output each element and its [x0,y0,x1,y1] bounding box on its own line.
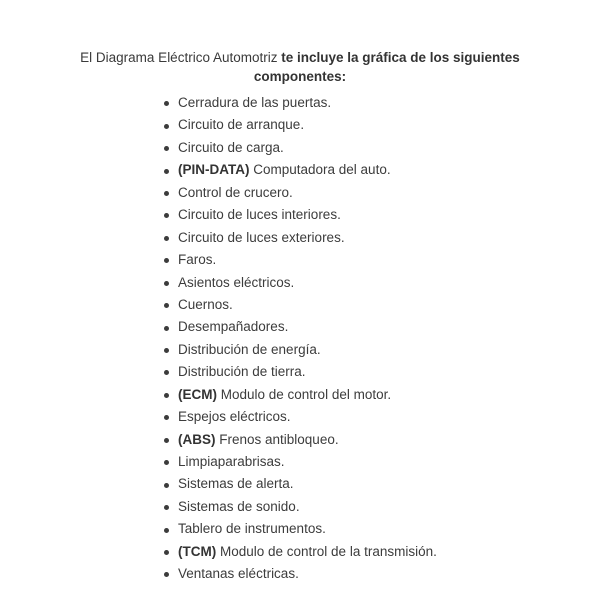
list-item [162,316,437,338]
intro-paragraph [60,48,540,86]
component-abbreviation: (ECM) [178,386,217,402]
bullet-icon [164,393,169,398]
list-item [162,406,437,428]
bullet-icon [164,550,169,555]
bullet-icon [164,505,169,510]
bullet-icon [164,191,169,196]
component-label: Control de crucero. [178,184,293,200]
component-label: Ventanas eléctricas. [178,566,299,582]
bullet-icon [164,572,169,577]
component-label: Circuito de carga. [178,139,284,155]
component-label: Faros. [178,252,217,268]
bullet-icon [164,281,169,286]
component-label: Tablero de instrumentos. [178,521,326,537]
list-item [162,92,437,114]
bullet-icon [164,460,169,465]
component-label: Asientos eléctricos. [178,274,295,290]
component-label: Frenos antibloqueo. [215,431,339,447]
list-item [162,451,437,473]
bullet-icon [164,370,169,375]
list-item [162,272,437,294]
intro-bold-text: te incluye la gráfica de los siguientes componentes: [253,49,520,84]
component-label: Circuito de arranque. [178,117,305,133]
component-label: Distribución de tierra. [178,364,306,380]
list-item [162,159,437,181]
list-item [162,114,437,136]
list-item [162,182,437,204]
bullet-icon [164,101,169,106]
component-label: Circuito de luces exteriores. [178,229,345,245]
bullet-icon [164,326,169,331]
list-item [162,384,437,406]
list-item [162,541,437,563]
bullet-icon [164,348,169,353]
bullet-icon [164,528,169,533]
list-item [162,339,437,361]
bullet-icon [164,169,169,174]
list-item [162,227,437,249]
component-abbreviation: (PIN-DATA) [178,162,250,178]
bullet-icon [164,303,169,308]
list-item [162,294,437,316]
component-label: Cuernos. [178,296,233,312]
component-label: Sistemas de sonido. [178,498,300,514]
bullet-icon [164,236,169,241]
intro-plain-text: El Diagrama Eléctrico Automotriz [80,49,282,65]
list-item [162,361,437,383]
component-label: Computadora del auto. [249,162,391,178]
component-label: Sistemas de alerta. [178,476,294,492]
component-label: Circuito de luces interiores. [178,207,341,223]
bullet-icon [164,146,169,151]
component-label: Espejos eléctricos. [178,409,291,425]
component-label: Cerradura de las puertas. [178,95,332,110]
bullet-icon [164,483,169,488]
component-label: Distribución de energía. [178,341,321,357]
list-item [162,563,437,585]
component-label: Limpiaparabrisas. [178,454,285,469]
list-item [162,249,437,271]
bullet-icon [164,124,169,129]
list-item [162,429,437,451]
component-label: Modulo de control de la transmisión. [216,543,437,559]
component-label: Modulo de control del motor. [217,386,392,402]
component-list [162,92,437,586]
bullet-icon [164,438,169,443]
list-item [162,204,437,226]
bullet-icon [164,415,169,420]
bullet-icon [164,258,169,263]
component-abbreviation: (ABS) [178,431,216,447]
list-item [162,473,437,495]
component-label: Desempañadores. [178,319,289,335]
component-abbreviation: (TCM) [178,543,217,559]
list-item [162,518,437,540]
bullet-icon [164,213,169,218]
list-item [162,496,437,518]
list-item [162,137,437,159]
